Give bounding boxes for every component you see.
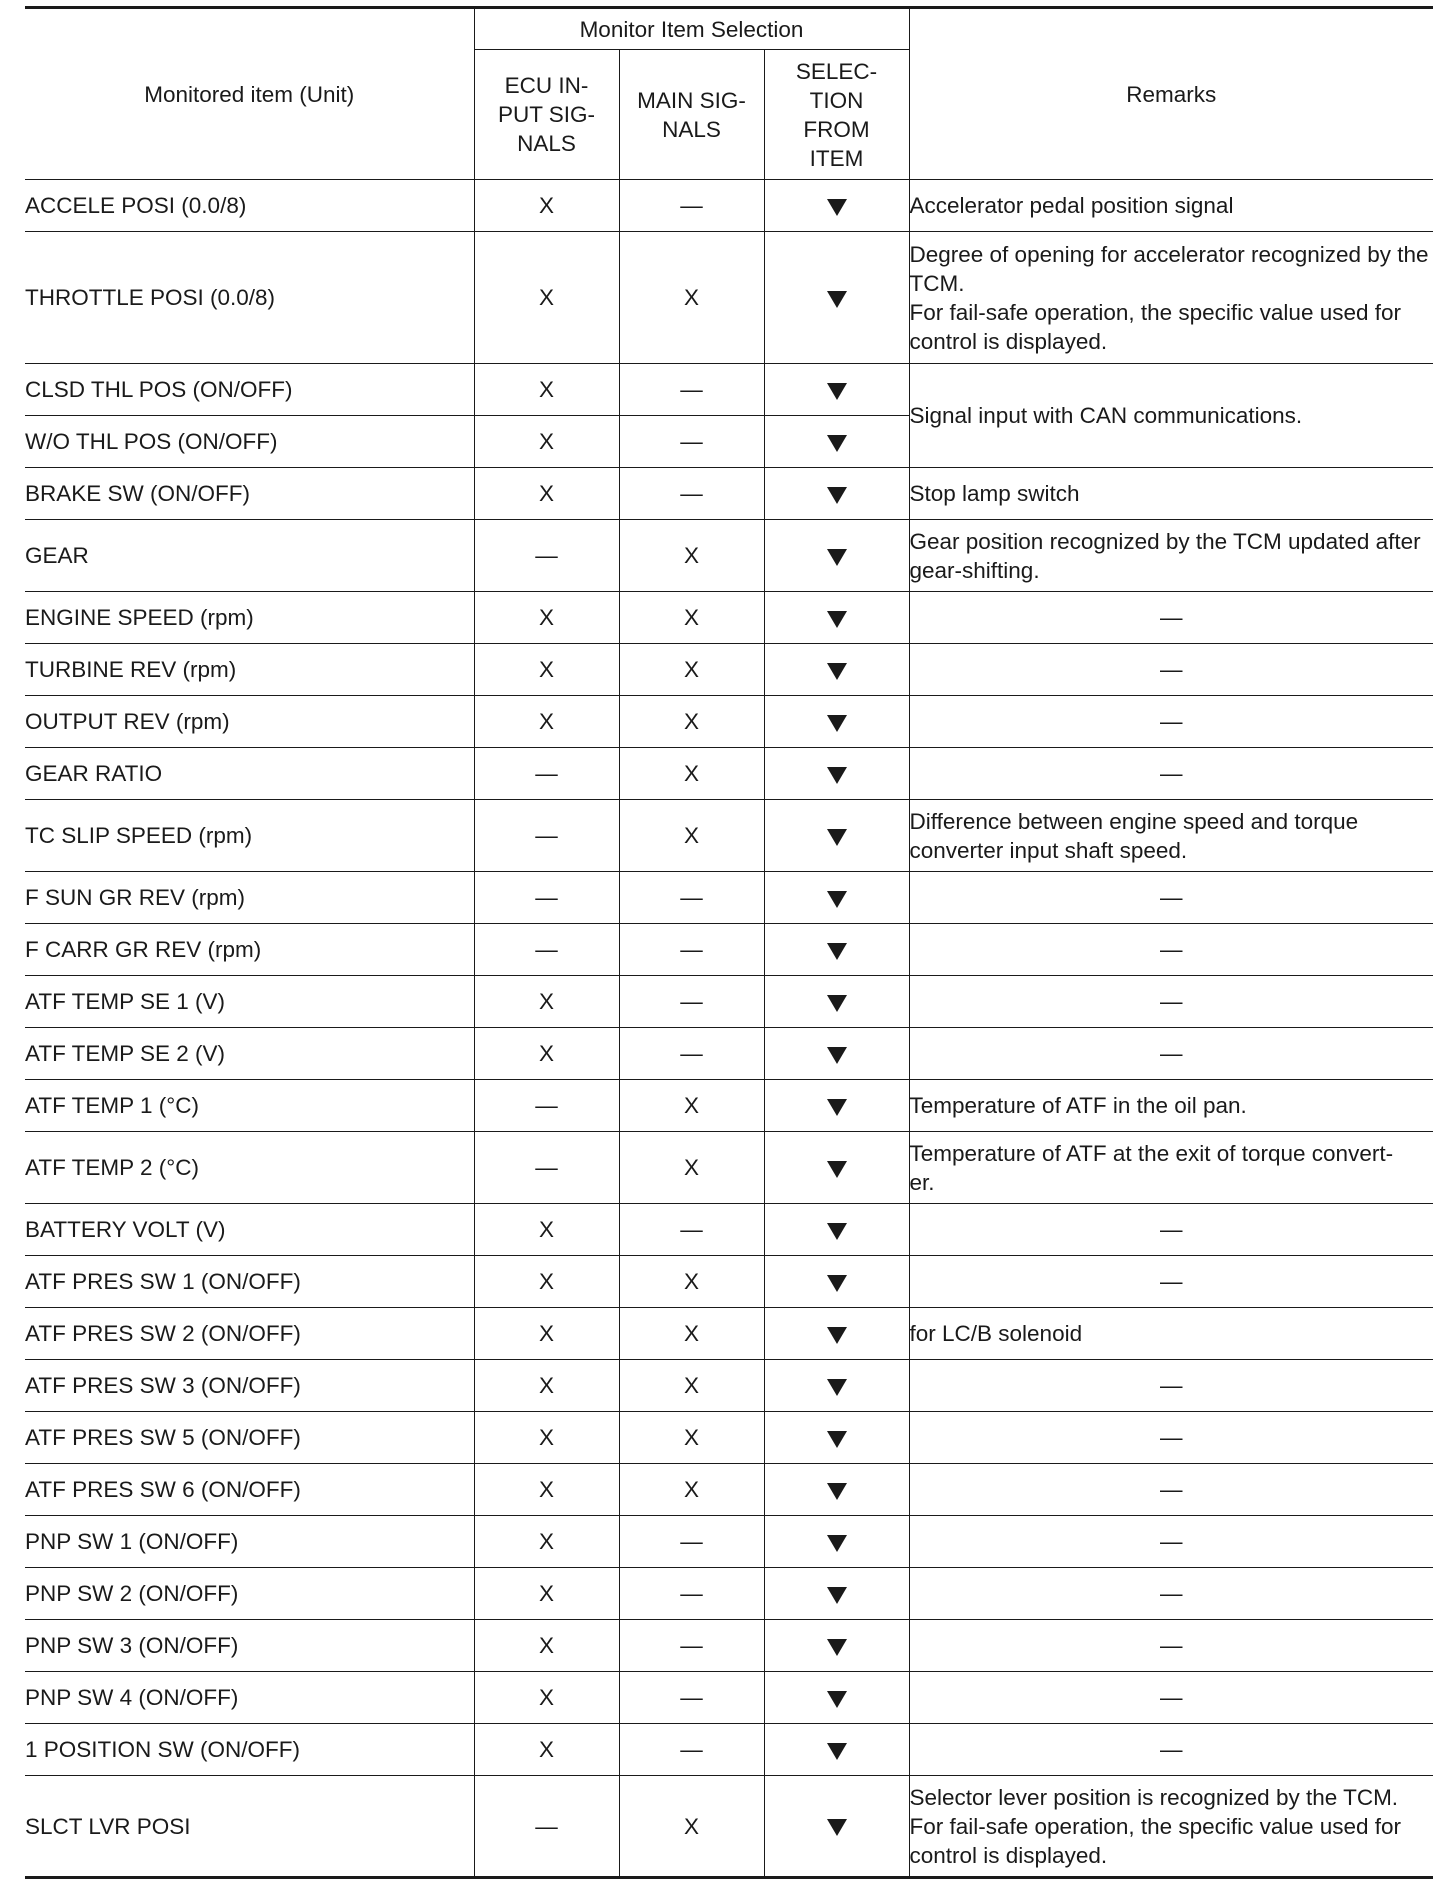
ecu-input-cell: X [474,1308,619,1360]
remarks-cell: — [909,1412,1433,1464]
down-triangle-icon [827,1047,847,1064]
ecu-input-cell: X [474,1620,619,1672]
down-triangle-icon [827,549,847,566]
remarks-cell: Temperature of ATF in the oil pan. [909,1080,1433,1132]
ecu-input-signals-header: ECU IN- PUT SIG- NALS [474,50,619,180]
down-triangle-icon [827,1587,847,1604]
monitored-item-cell: OUTPUT REV (rpm) [25,696,474,748]
table-row [25,1308,1433,1360]
remarks-cell: Degree of opening for accelerator recognized by the TCM. For fail-safe operation, the specific value used for control is displayed. [909,232,1433,364]
table-row [25,1464,1433,1516]
ecu-input-cell: — [474,1132,619,1204]
monitored-item-cell: F CARR GR REV (rpm) [25,924,474,976]
table-row [25,180,1433,232]
main-signal-cell: X [619,520,764,592]
selection-cell [764,872,909,924]
down-triangle-icon [827,1691,847,1708]
down-triangle-icon [827,1431,847,1448]
monitored-item-header: Monitored item (Unit) [25,8,474,180]
remarks-cell: — [909,976,1433,1028]
selection-cell [764,1724,909,1776]
ecu-input-cell: X [474,1724,619,1776]
main-signal-cell: X [619,592,764,644]
remarks-cell: Stop lamp switch [909,468,1433,520]
table-row [25,1028,1433,1080]
selection-cell [764,1308,909,1360]
remarks-cell: Selector lever position is recognized by the TCM. For fail-safe operation, the specific value used for control is displayed. [909,1776,1433,1878]
monitored-item-cell: ATF TEMP 2 (°C) [25,1132,474,1204]
remarks-header: Remarks [909,8,1433,180]
monitor-item-selection-header: Monitor Item Selection [474,8,909,50]
monitored-item-cell: F SUN GR REV (rpm) [25,872,474,924]
ecu-input-cell: X [474,1568,619,1620]
down-triangle-icon [827,891,847,908]
monitored-item-cell: PNP SW 2 (ON/OFF) [25,1568,474,1620]
ecu-input-cell: X [474,232,619,364]
table-row [25,800,1433,872]
main-signal-cell: — [619,872,764,924]
selection-cell [764,1516,909,1568]
selection-cell [764,1256,909,1308]
table-row [25,872,1433,924]
monitored-item-cell: PNP SW 1 (ON/OFF) [25,1516,474,1568]
down-triangle-icon [827,1379,847,1396]
ecu-input-cell: X [474,976,619,1028]
remarks-cell: — [909,748,1433,800]
ecu-input-cell: — [474,800,619,872]
main-signal-cell: X [619,232,764,364]
monitored-item-cell: GEAR RATIO [25,748,474,800]
selection-cell [764,1620,909,1672]
table-row [25,1724,1433,1776]
table-row [25,1204,1433,1256]
main-signal-cell: X [619,1360,764,1412]
selection-cell [764,800,909,872]
remarks-cell: — [909,644,1433,696]
table-row [25,520,1433,592]
monitored-item-cell: GEAR [25,520,474,592]
monitored-item-cell: CLSD THL POS (ON/OFF) [25,364,474,416]
ecu-input-cell: — [474,1776,619,1878]
ecu-input-cell: X [474,468,619,520]
main-signal-cell: — [619,1724,764,1776]
ecu-input-cell: X [474,1204,619,1256]
main-signal-cell: — [619,364,764,416]
ecu-input-cell: — [474,748,619,800]
monitored-item-cell: PNP SW 3 (ON/OFF) [25,1620,474,1672]
selection-cell [764,1672,909,1724]
ecu-input-cell: X [474,1672,619,1724]
remarks-cell: Temperature of ATF at the exit of torque convert- er. [909,1132,1433,1204]
down-triangle-icon [827,291,847,308]
down-triangle-icon [827,1099,847,1116]
table-body [25,180,1433,1878]
monitored-item-cell: ATF PRES SW 5 (ON/OFF) [25,1412,474,1464]
main-signal-cell: X [619,1132,764,1204]
selection-cell [764,364,909,416]
monitored-item-cell: ATF TEMP SE 1 (V) [25,976,474,1028]
ecu-input-cell: X [474,1412,619,1464]
table-row [25,232,1433,364]
down-triangle-icon [827,1639,847,1656]
remarks-cell: — [909,1028,1433,1080]
remarks-cell: — [909,1568,1433,1620]
remarks-cell: — [909,592,1433,644]
main-signal-cell: — [619,1620,764,1672]
ecu-input-cell: X [474,364,619,416]
remarks-cell: — [909,1360,1433,1412]
ecu-input-cell: X [474,592,619,644]
main-signal-cell: — [619,1568,764,1620]
ecu-input-cell: X [474,644,619,696]
monitored-item-cell: THROTTLE POSI (0.0/8) [25,232,474,364]
table-row [25,644,1433,696]
table-row [25,1776,1433,1878]
down-triangle-icon [827,943,847,960]
down-triangle-icon [827,611,847,628]
ecu-input-cell: X [474,1464,619,1516]
ecu-input-cell: X [474,1256,619,1308]
selection-from-item-header: SELEC- TION FROM ITEM [764,50,909,180]
selection-cell [764,1204,909,1256]
remarks-cell: Gear position recognized by the TCM updated after gear-shifting. [909,520,1433,592]
main-signal-cell: X [619,1080,764,1132]
table-row [25,1132,1433,1204]
monitored-item-cell: ATF PRES SW 1 (ON/OFF) [25,1256,474,1308]
ecu-input-cell: X [474,1028,619,1080]
selection-cell [764,416,909,468]
monitored-item-cell: W/O THL POS (ON/OFF) [25,416,474,468]
down-triangle-icon [827,1223,847,1240]
remarks-cell: Signal input with CAN communications. [909,364,1433,468]
main-signal-cell: X [619,800,764,872]
main-signal-cell: X [619,1412,764,1464]
selection-cell [764,1568,909,1620]
selection-cell [764,1360,909,1412]
remarks-cell: Difference between engine speed and torque converter input shaft speed. [909,800,1433,872]
main-signal-cell: X [619,644,764,696]
main-signal-cell: — [619,1516,764,1568]
selection-cell [764,468,909,520]
down-triangle-icon [827,1275,847,1292]
main-signal-cell: — [619,976,764,1028]
main-signal-cell: — [619,416,764,468]
remarks-cell: — [909,1516,1433,1568]
down-triangle-icon [827,715,847,732]
down-triangle-icon [827,1535,847,1552]
table-row [25,976,1433,1028]
monitored-item-cell: BATTERY VOLT (V) [25,1204,474,1256]
down-triangle-icon [827,1743,847,1760]
selection-cell [764,644,909,696]
down-triangle-icon [827,487,847,504]
selection-cell [764,1080,909,1132]
selection-cell [764,232,909,364]
main-signal-cell: — [619,180,764,232]
selection-cell [764,1028,909,1080]
main-signal-cell: X [619,748,764,800]
table-row [25,1568,1433,1620]
table-row [25,696,1433,748]
down-triangle-icon [827,1161,847,1178]
down-triangle-icon [827,1483,847,1500]
table-row [25,1080,1433,1132]
down-triangle-icon [827,829,847,846]
table-row [25,1256,1433,1308]
selection-cell [764,924,909,976]
monitored-item-cell: BRAKE SW (ON/OFF) [25,468,474,520]
main-signal-cell: — [619,1672,764,1724]
monitored-item-cell: ATF TEMP SE 2 (V) [25,1028,474,1080]
main-signal-cell: X [619,1464,764,1516]
ecu-input-cell: — [474,924,619,976]
main-signal-cell: X [619,1308,764,1360]
remarks-cell: — [909,1620,1433,1672]
ecu-input-cell: X [474,180,619,232]
selection-cell [764,976,909,1028]
down-triangle-icon [827,199,847,216]
monitored-item-cell: TC SLIP SPEED (rpm) [25,800,474,872]
table-row [25,1360,1433,1412]
main-signal-cell: — [619,468,764,520]
ecu-input-cell: X [474,1360,619,1412]
main-signal-cell: X [619,696,764,748]
down-triangle-icon [827,383,847,400]
remarks-cell: for LC/B solenoid [909,1308,1433,1360]
remarks-cell: — [909,1204,1433,1256]
ecu-input-cell: — [474,872,619,924]
remarks-cell: — [909,1672,1433,1724]
remarks-cell: Accelerator pedal position signal [909,180,1433,232]
main-signal-cell: X [619,1256,764,1308]
monitored-item-cell: 1 POSITION SW (ON/OFF) [25,1724,474,1776]
monitored-item-cell: TURBINE REV (rpm) [25,644,474,696]
selection-cell [764,1132,909,1204]
down-triangle-icon [827,1327,847,1344]
table-row [25,748,1433,800]
main-signals-header: MAIN SIG- NALS [619,50,764,180]
monitored-item-cell: ATF TEMP 1 (°C) [25,1080,474,1132]
table-row [25,1412,1433,1464]
monitor-item-table [25,6,1433,1879]
table-row [25,364,1433,416]
down-triangle-icon [827,767,847,784]
selection-cell [764,1776,909,1878]
selection-cell [764,520,909,592]
remarks-cell: — [909,696,1433,748]
monitored-item-cell: ATF PRES SW 2 (ON/OFF) [25,1308,474,1360]
main-signal-cell: X [619,1776,764,1878]
monitored-item-cell: ATF PRES SW 3 (ON/OFF) [25,1360,474,1412]
remarks-cell: — [909,1256,1433,1308]
monitored-item-cell: ENGINE SPEED (rpm) [25,592,474,644]
monitored-item-cell: ATF PRES SW 6 (ON/OFF) [25,1464,474,1516]
down-triangle-icon [827,663,847,680]
table-row [25,1516,1433,1568]
down-triangle-icon [827,995,847,1012]
remarks-cell: — [909,1464,1433,1516]
monitored-item-cell: SLCT LVR POSI [25,1776,474,1878]
table-row [25,924,1433,976]
ecu-input-cell: X [474,416,619,468]
down-triangle-icon [827,435,847,452]
main-signal-cell: — [619,1204,764,1256]
selection-cell [764,696,909,748]
table-row [25,1672,1433,1724]
monitored-item-cell: PNP SW 4 (ON/OFF) [25,1672,474,1724]
ecu-input-cell: X [474,696,619,748]
table-row [25,468,1433,520]
remarks-cell: — [909,872,1433,924]
selection-cell [764,592,909,644]
main-signal-cell: — [619,924,764,976]
selection-cell [764,180,909,232]
down-triangle-icon [827,1819,847,1836]
main-signal-cell: — [619,1028,764,1080]
monitored-item-cell: ACCELE POSI (0.0/8) [25,180,474,232]
remarks-cell: — [909,1724,1433,1776]
remarks-cell: — [909,924,1433,976]
table-row [25,1620,1433,1672]
selection-cell [764,748,909,800]
header-row [25,8,1433,50]
selection-cell [764,1464,909,1516]
ecu-input-cell: — [474,520,619,592]
ecu-input-cell: X [474,1516,619,1568]
table-row [25,592,1433,644]
ecu-input-cell: — [474,1080,619,1132]
selection-cell [764,1412,909,1464]
